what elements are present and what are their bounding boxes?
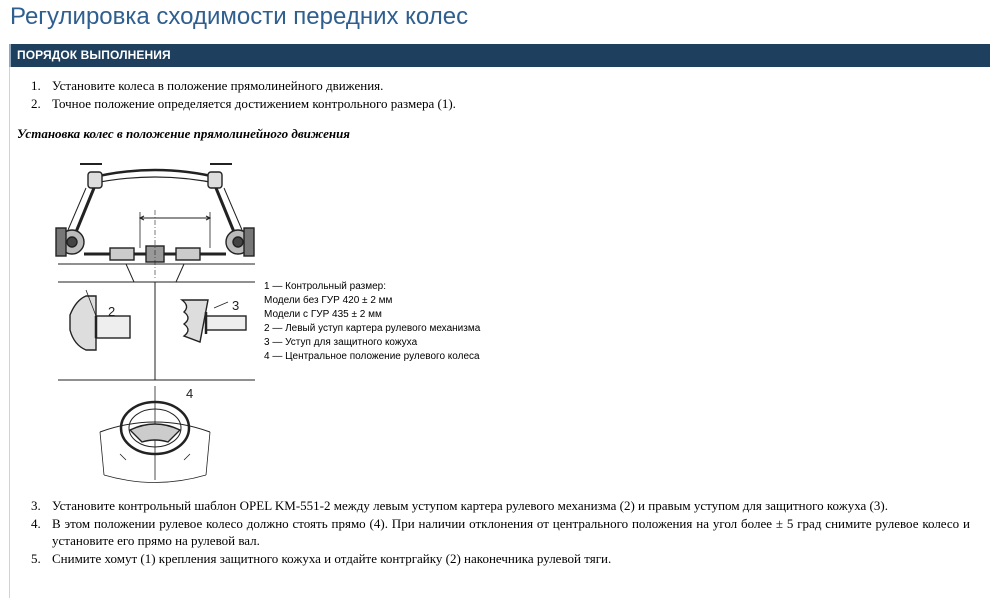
diagram-label-4: 4 [186,386,194,401]
step-number: 2. [31,95,41,111]
legend-line: 4 — Центральное положение рулевого колеса [264,351,480,362]
diagram-label-2: 2 [108,304,116,319]
step-number: 4. [31,515,41,531]
step-number: 3. [31,498,41,513]
step-item [10,95,970,113]
step-number: 1. [31,78,41,93]
step-text: В этом положении рулевое колесо должно стоять прямо (4). При наличии отклонения от центрального положения на угол более ± 5 град снимите рулевое колесо и установите его прямо на рулевой вал. [52,515,970,548]
step-item [10,550,970,568]
steps-list-top [10,77,970,112]
legend-line: 2 — Левый уступ картера рулевого механизма [264,323,481,334]
step-item [10,515,970,550]
step-text: Установите контрольный шаблон OPEL KM-551-2 между левым уступом картера рулевого механизма (2) и правым уступом для защитного кожуха (3). [52,498,888,513]
step-text: Снимите хомут (1) крепления защитного кожуха и отдайте контргайку (2) наконечника рулевой тяги. [52,550,612,566]
steps-list-bottom [10,497,970,567]
detail-boot-shoulder [182,298,246,342]
figure-legend [264,280,480,364]
page-title: Регулировка сходимости передних колес [10,3,469,30]
step-number: 5. [31,550,41,566]
legend-line: Модели с ГУР 435 ± 2 мм [264,309,382,320]
detail-left-rack-shoulder [70,290,130,350]
step-text: Установите колеса в положение прямолинейного движения. [52,78,384,93]
legend-line: 1 — Контрольный размер: [264,281,387,292]
step-item [10,77,970,95]
step-item [10,497,970,515]
section-header-bar [9,44,990,67]
diagram-figure [50,150,260,490]
section-header: ПОРЯДОК ВЫПОЛНЕНИЯ [17,48,171,62]
legend-line: 3 — Уступ для защитного кожуха [264,337,418,348]
diagram-label-3: 3 [232,298,240,313]
detail-steering-wheel [100,386,210,483]
step-text: Точное положение определяется достижением контрольного размера (1). [52,95,456,111]
figure-caption: Установка колес в положение прямолинейного движения [17,126,351,141]
legend-line: Модели без ГУР 420 ± 2 мм [264,295,393,306]
